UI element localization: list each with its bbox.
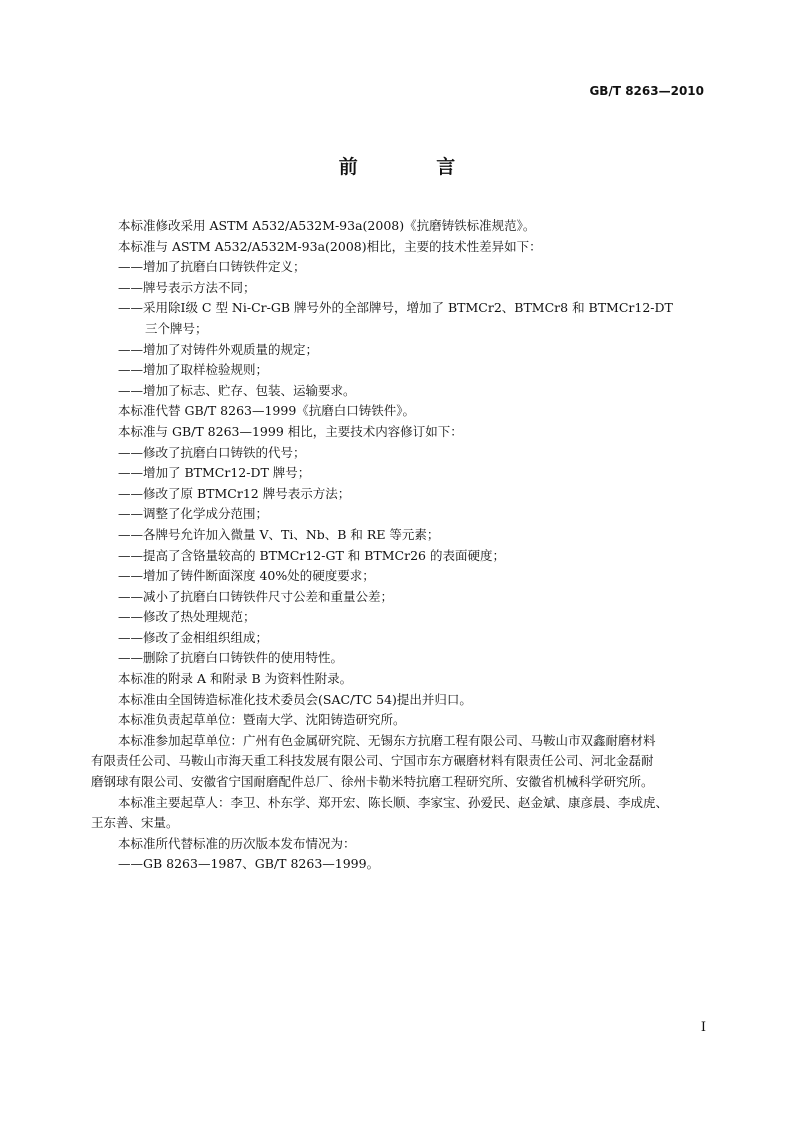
list-item: ——修改了金相组织组成；: [118, 629, 269, 645]
history-paragraph: [118, 834, 706, 875]
list-item: ——增加了对铸件外观质量的规定；: [118, 341, 319, 357]
text-line: 本标准由全国铸造标准化技术委员会(SAC/TC 54)提出并归口。: [118, 691, 472, 707]
list-item: ——增加了铸件断面深度 40%处的硬度要求；: [118, 568, 375, 584]
list-item: ——增加了标志、贮存、包装、运输要求。: [118, 382, 356, 398]
list-item: ——牌号表示方法不同；: [118, 279, 256, 295]
list-item: ——减小了抗磨白口铸铁件尺寸公差和重量公差；: [118, 588, 394, 604]
text-line: 本标准所代替标准的历次版本发布情况为：: [118, 835, 356, 851]
list-item: ——各牌号允许加入微量 V、Ti、Nb、B 和 RE 等元素；: [118, 526, 440, 542]
page-title: 前 言: [338, 156, 492, 178]
list-item: ——修改了原 BTMCr12 牌号表示方法；: [118, 485, 351, 501]
foreword-body: [91, 216, 706, 875]
list-item: ——提高了含铬量较高的 BTMCr12-GT 和 BTMCr26 的表面硬度；: [118, 547, 505, 563]
list-item: ——调整了化学成分范围；: [118, 506, 269, 522]
text-line: 有限责任公司、马鞍山市海天重工科技发展有限公司、宁国市东方碾磨材料有限责任公司、河北金磊耐: [91, 753, 654, 769]
list-item: ——增加了抗磨白口铸铁件定义；: [118, 259, 306, 275]
text-line: 本标准与 ASTM A532/A532M-93a(2008)相比，主要的技术性差异如下：: [118, 238, 542, 254]
list-item-continuation: 三个牌号；: [145, 320, 208, 336]
list-item: ——删除了抗磨白口铸铁件的使用特性。: [118, 650, 344, 666]
text-line: 本标准参加起草单位：广州有色金属研究院、无锡东方抗磨工程有限公司、马鞍山市双鑫耐磨材料: [118, 732, 656, 748]
text-line: 本标准与 GB/T 8263—1999 相比，主要技术内容修订如下：: [118, 423, 463, 439]
text-line: 本标准主要起草人：李卫、朴东学、郑开宏、陈长顺、李家宝、孙爱民、赵金斌、康彦晨、李成虎、: [118, 794, 669, 810]
text-line: 本标准的附录 A 和附录 B 为资料性附录。: [118, 671, 353, 687]
list-item: ——GB 8263—1987、GB/T 8263—1999。: [118, 856, 380, 872]
text-line: 王东善、宋量。: [91, 815, 179, 831]
list-item: ——修改了抗磨白口铸铁的代号；: [118, 444, 306, 460]
text-line: 本标准代替 GB/T 8263—1999《抗磨白口铸铁件》。: [118, 403, 416, 419]
participants-paragraph: [91, 731, 706, 793]
list-item: ——采用除Ⅰ级 C 型 Ni-Cr-GB 牌号外的全部牌号，增加了 BTMCr2、BTMCr8 和 BTMCr12-DT: [118, 300, 673, 316]
text-line: 本标准负责起草单位：暨南大学、沈阳铸造研究所。: [118, 712, 406, 728]
text-line: 本标准修改采用 ASTM A532/A532M-93a(2008)《抗磨铸铁标准规范》。: [118, 218, 536, 233]
list-item: ——修改了热处理规范；: [118, 609, 256, 625]
list-item: ——增加了取样检验规则；: [118, 362, 269, 378]
text-line: 磨钢球有限公司、安徽省宁国耐磨配件总厂、徐州卡勒米特抗磨工程研究所、安徽省机械科学研究所。: [91, 774, 654, 790]
list-item: ——增加了 BTMCr12-DT 牌号；: [118, 465, 311, 481]
standard-number: GB/T 8263—2010: [589, 84, 704, 98]
drafters-paragraph: [91, 793, 706, 834]
page-number: I: [700, 1020, 706, 1035]
